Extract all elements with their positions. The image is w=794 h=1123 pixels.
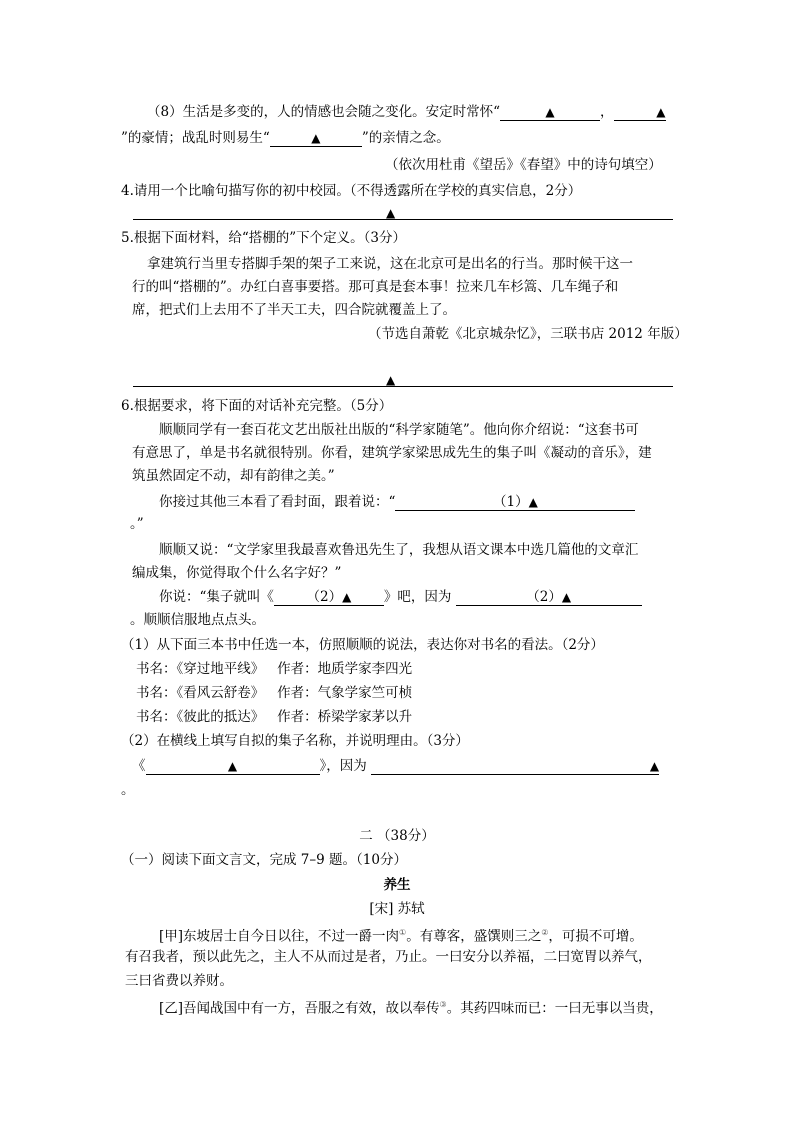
bracket-open: 《	[132, 758, 146, 774]
article-author: [宋] 苏轼	[369, 901, 425, 917]
q6-sub2-end: 。	[121, 782, 135, 798]
q6-para-line: 顺顺同学有一套百花文艺出版社出版的“科学家随笔”。他向你介绍说：“这套书可	[159, 422, 639, 438]
answer-blank-q6-1[interactable]	[395, 494, 635, 511]
q5-prompt: 5.根据下面材料，给“搭棚的”下个定义。（3分）	[121, 230, 407, 246]
q6-sub2-answer	[132, 756, 659, 776]
q5-answer-line[interactable]	[133, 386, 673, 387]
footnote-marker: ②	[541, 928, 549, 937]
answer-blank-3[interactable]	[270, 130, 362, 147]
q3-8-text3: ”的亲情之念。	[361, 130, 450, 146]
book-title: 书名：《彼此的抵达》	[136, 709, 265, 725]
book-row	[136, 683, 412, 703]
q6-para-line: 编成集，你觉得取个什么名字好？”	[132, 565, 342, 581]
q6-sub1: （1）从下面三本书中任选一本，仿照顺顺的说法，表达你对书名的看法。（2分）	[121, 637, 604, 653]
triangle-icon: ▲	[545, 105, 555, 119]
blank-label: （2）	[306, 589, 343, 605]
triangle-icon: ▲	[386, 206, 396, 220]
q3-8-text2: ”的豪情；战乱时则易生“	[121, 130, 270, 146]
book-title: 书名：《看风云舒卷》	[136, 685, 265, 701]
footnote-marker: ③	[439, 1000, 447, 1009]
q6-para2	[159, 492, 635, 512]
reason-blank[interactable]	[371, 758, 659, 775]
q3-8-text: （8）生活是多变的，人的情感也会随之变化。安定时常怀“	[147, 104, 500, 120]
collection-name-blank[interactable]	[146, 758, 320, 775]
article-title: 养生	[383, 877, 411, 893]
answer-blank-1[interactable]	[500, 104, 600, 121]
book-title: 书名：《穿过地平线》	[136, 661, 265, 677]
article-text: [甲]东坡居士自今日以往，不过一爵一肉	[159, 928, 400, 945]
q3-8-line2	[121, 128, 450, 148]
q6-para-line: 顺顺又说：“文学家里我最喜欢鲁迅先生了，我想从语文课本中选几篇他的文章汇	[159, 542, 639, 558]
q6-para-line: 筑虽然固定不动，却有韵律之美。”	[132, 468, 335, 484]
section-sub: （一）阅读下面文言文，完成 7–9 题。（10分）	[121, 852, 407, 868]
article-text: ，可损不可增。	[548, 928, 643, 945]
triangle-icon: ▲	[342, 590, 352, 604]
q3-8-line1	[147, 102, 666, 122]
book-row	[136, 659, 412, 679]
q6-para4-end: 。顺顺信服地点点头。	[130, 612, 265, 628]
triangle-icon: ▲	[528, 495, 538, 509]
article-line	[159, 923, 643, 947]
triangle-icon: ▲	[311, 131, 321, 145]
q6-para2-text: 你接过其他三本看了看封面，跟着说：“	[159, 494, 396, 510]
q5-para-line: 席，把式们上去用不了半天工夫，四合院就覆盖上了。	[132, 302, 456, 318]
q5-para-line: 行的叫“搭棚的”。办红白喜事要搭。那可真是套本事！拉来几车杉篙、几车绳子和	[132, 279, 619, 295]
triangle-icon: ▲	[561, 590, 572, 604]
answer-blank-q6-3[interactable]	[456, 589, 642, 606]
article-line	[159, 995, 663, 1019]
article-text: [乙]吾闻战国中有一方，吾服之有效，故以奉传	[159, 1000, 440, 1017]
q6-sub2: （2）在横线上填写自拟的集子名称，并说明理由。（3分）	[121, 733, 469, 749]
q6-para-line: 有意思了，单是书名就很特别。你看，建筑学家梁思成先生的集子叫《凝动的音乐》，建	[132, 445, 652, 461]
triangle-icon: ▲	[649, 759, 660, 773]
q4-prompt: 4.请用一个比喻句描写你的初中校园。（不得透露所在学校的真实信息，2分）	[121, 183, 582, 199]
book-author: 作者：气象学家竺可桢	[277, 685, 413, 701]
q6-para4	[159, 587, 642, 607]
section-heading: 二 （38分）	[359, 828, 435, 844]
q6-para2-end: 。”	[130, 516, 144, 532]
q4-answer-line[interactable]	[133, 219, 673, 220]
q6-para4-text: 你说：“集子就叫《	[159, 589, 274, 605]
q5-para-line: 拿建筑行当里专搭脚手架的架子工来说，这在北京可是出名的行当。那时候干这一	[147, 256, 633, 272]
q5-source: （节选自萧乾《北京城杂忆》，三联书店 2012 年版）	[368, 326, 688, 342]
book-author: 作者：地质学家李四光	[277, 661, 413, 677]
q3-8-note: （依次用杜甫《望岳》《春望》中的诗句填空）	[385, 157, 662, 173]
book-row	[136, 707, 412, 727]
article-line: 三曰省费以养财。	[125, 973, 233, 989]
article-text: 。有尊客，盛馔则三之	[406, 928, 542, 945]
bracket-close: 》，因为	[319, 758, 367, 774]
blank-label: （1）	[492, 494, 529, 510]
q6-prompt: 6.根据要求，将下面的对话补充完整。（5分）	[121, 398, 393, 414]
triangle-icon: ▲	[656, 105, 666, 119]
triangle-icon: ▲	[227, 759, 238, 773]
footnote-marker: ①	[399, 928, 407, 937]
q6-para4-mid: 》吧，因为	[383, 589, 452, 605]
blank-label: （2）	[526, 589, 562, 605]
article-text: 。其药四味而已：一曰无事以当贵，	[446, 1000, 663, 1017]
triangle-icon: ▲	[386, 373, 396, 387]
book-author: 作者：桥梁学家茅以升	[277, 709, 413, 725]
answer-blank-q6-2[interactable]	[274, 589, 384, 606]
answer-blank-2[interactable]	[614, 104, 666, 121]
article-line: 有召我者，预以此先之，主人不从而过是者，乃止。一曰安分以养福，二曰宽胃以养气，	[125, 949, 652, 965]
comma: ，	[600, 104, 614, 120]
